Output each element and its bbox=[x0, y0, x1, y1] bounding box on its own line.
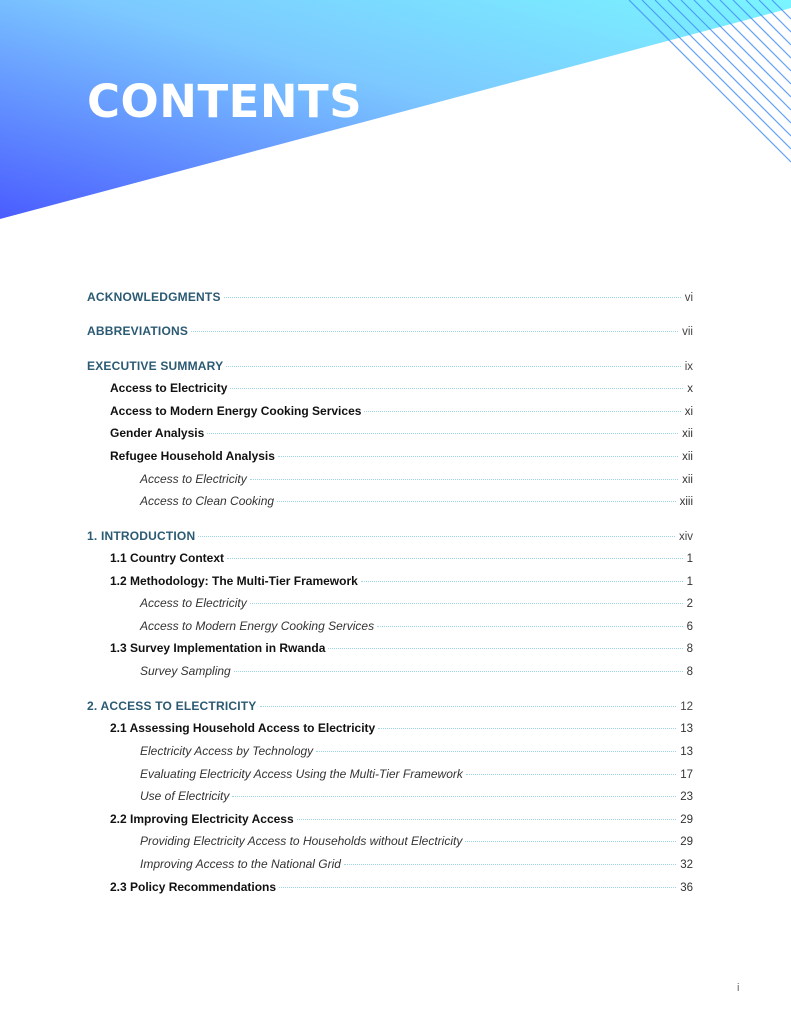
toc-entry[interactable] bbox=[87, 787, 693, 806]
leader-dots bbox=[361, 581, 683, 582]
toc-entry-label: Survey Sampling bbox=[140, 664, 231, 678]
leader-dots bbox=[279, 887, 676, 888]
toc-entry[interactable] bbox=[87, 742, 693, 761]
toc-entry-label: ABBREVIATIONS bbox=[87, 324, 189, 338]
page-title: CONTENTS bbox=[87, 75, 363, 128]
toc-entry-label: Access to Electricity bbox=[140, 596, 247, 610]
toc-entry[interactable] bbox=[87, 810, 693, 829]
toc-entry-page: 8 bbox=[686, 643, 693, 655]
toc-entry-page: 29 bbox=[680, 836, 693, 848]
toc-entry[interactable] bbox=[87, 549, 693, 568]
toc-entry[interactable] bbox=[87, 594, 693, 613]
toc-entry-page: 13 bbox=[680, 723, 693, 735]
leader-dots bbox=[227, 558, 683, 559]
toc-entry-label: Access to Electricity bbox=[110, 381, 228, 395]
page-number: i bbox=[737, 982, 740, 994]
leader-dots bbox=[232, 796, 676, 797]
toc-entry-label: ACKNOWLEDGMENTS bbox=[87, 290, 221, 304]
toc-entry-page: ix bbox=[684, 361, 693, 373]
leader-dots bbox=[297, 819, 677, 820]
leader-dots bbox=[466, 774, 676, 775]
toc-entry[interactable] bbox=[87, 379, 693, 398]
toc-entry-label: Access to Clean Cooking bbox=[140, 494, 275, 508]
toc-entry[interactable] bbox=[87, 878, 693, 897]
toc-entry[interactable] bbox=[87, 855, 693, 874]
toc-entry[interactable] bbox=[87, 402, 693, 421]
toc-entry[interactable] bbox=[87, 662, 693, 681]
toc-entry-label: 1.1 Country Context bbox=[110, 551, 225, 565]
toc-entry-label: 2.3 Policy Recommendations bbox=[110, 880, 277, 894]
toc-entry-page: vii bbox=[682, 326, 693, 338]
leader-dots bbox=[191, 331, 678, 332]
leader-dots bbox=[377, 626, 682, 627]
leader-dots bbox=[328, 648, 682, 649]
toc-entry-label: Refugee Household Analysis bbox=[110, 449, 275, 463]
toc-entry-label: Use of Electricity bbox=[140, 789, 230, 803]
leader-dots bbox=[378, 728, 676, 729]
leader-dots bbox=[344, 864, 676, 865]
toc-entry-page: 17 bbox=[680, 769, 693, 781]
leader-dots bbox=[316, 751, 676, 752]
leader-dots bbox=[207, 433, 678, 434]
toc-entry-page: xii bbox=[682, 428, 693, 440]
toc-entry[interactable] bbox=[87, 719, 693, 738]
toc-entry-label: Access to Modern Energy Cooking Services bbox=[110, 404, 362, 418]
toc-entry-label: Providing Electricity Access to Households without Electricity bbox=[140, 834, 463, 848]
toc-entry-page: 1 bbox=[686, 576, 693, 588]
toc-entry[interactable] bbox=[87, 447, 693, 466]
toc-entry-page: xii bbox=[682, 451, 693, 463]
toc-entry-page: 2 bbox=[686, 598, 693, 610]
toc-entry-page: 23 bbox=[680, 791, 693, 803]
toc-entry-page: 6 bbox=[686, 621, 693, 633]
leader-dots bbox=[224, 297, 681, 298]
toc-entry-page: 1 bbox=[686, 553, 693, 565]
toc-entry-page: 8 bbox=[686, 666, 693, 678]
toc-entry[interactable] bbox=[87, 572, 693, 591]
toc-entry-label: Electricity Access by Technology bbox=[140, 744, 314, 758]
toc-entry[interactable] bbox=[87, 470, 693, 489]
toc-entry-label: 1.3 Survey Implementation in Rwanda bbox=[110, 641, 326, 655]
leader-dots bbox=[226, 366, 680, 367]
toc-entry-page: xii bbox=[682, 474, 693, 486]
toc-entry-label: Improving Access to the National Grid bbox=[140, 857, 341, 871]
toc-entry-label: 2. ACCESS TO ELECTRICITY bbox=[87, 699, 257, 713]
toc-entry-page: 32 bbox=[680, 859, 693, 871]
toc-entry-page: 13 bbox=[680, 746, 693, 758]
toc-entry[interactable] bbox=[87, 832, 693, 851]
leader-dots bbox=[198, 536, 675, 537]
leader-dots bbox=[364, 411, 680, 412]
toc-entry[interactable] bbox=[87, 288, 693, 307]
toc-entry[interactable] bbox=[87, 527, 693, 546]
leader-dots bbox=[250, 479, 678, 480]
toc-entry-page: xiii bbox=[679, 496, 693, 508]
toc-entry[interactable] bbox=[87, 765, 693, 784]
toc-entry-label: Access to Modern Energy Cooking Services bbox=[140, 619, 375, 633]
toc-entry-label: 1. INTRODUCTION bbox=[87, 529, 196, 543]
toc-entry[interactable] bbox=[87, 617, 693, 636]
toc-entry-page: 36 bbox=[680, 882, 693, 894]
toc-entry-label: Evaluating Electricity Access Using the Multi-Tier Framework bbox=[140, 767, 463, 781]
toc-entry[interactable] bbox=[87, 424, 693, 443]
toc-entry-page: vi bbox=[684, 292, 693, 304]
toc-entry-label: 2.1 Assessing Household Access to Electricity bbox=[110, 721, 376, 735]
leader-dots bbox=[230, 388, 683, 389]
leader-dots bbox=[277, 501, 676, 502]
toc-entry[interactable] bbox=[87, 322, 693, 341]
toc-entry-label: 1.2 Methodology: The Multi-Tier Framework bbox=[110, 574, 358, 588]
toc-entry[interactable] bbox=[87, 697, 693, 716]
toc-entry[interactable] bbox=[87, 357, 693, 376]
toc-entry-page: 12 bbox=[680, 701, 693, 713]
toc-entry-label: Gender Analysis bbox=[110, 426, 205, 440]
leader-dots bbox=[278, 456, 678, 457]
leader-dots bbox=[234, 671, 683, 672]
toc-entry-page: 29 bbox=[680, 814, 693, 826]
toc-entry-page: x bbox=[687, 383, 693, 395]
toc-entry-page: xiv bbox=[678, 531, 693, 543]
leader-dots bbox=[465, 841, 676, 842]
leader-dots bbox=[250, 603, 683, 604]
toc-entry-page: xi bbox=[684, 406, 693, 418]
toc-entry[interactable] bbox=[87, 492, 693, 511]
toc-entry-label: 2.2 Improving Electricity Access bbox=[110, 812, 294, 826]
toc-entry-label: EXECUTIVE SUMMARY bbox=[87, 359, 224, 373]
leader-dots bbox=[260, 706, 677, 707]
toc-entry-label: Access to Electricity bbox=[140, 472, 247, 486]
toc-entry[interactable] bbox=[87, 639, 693, 658]
